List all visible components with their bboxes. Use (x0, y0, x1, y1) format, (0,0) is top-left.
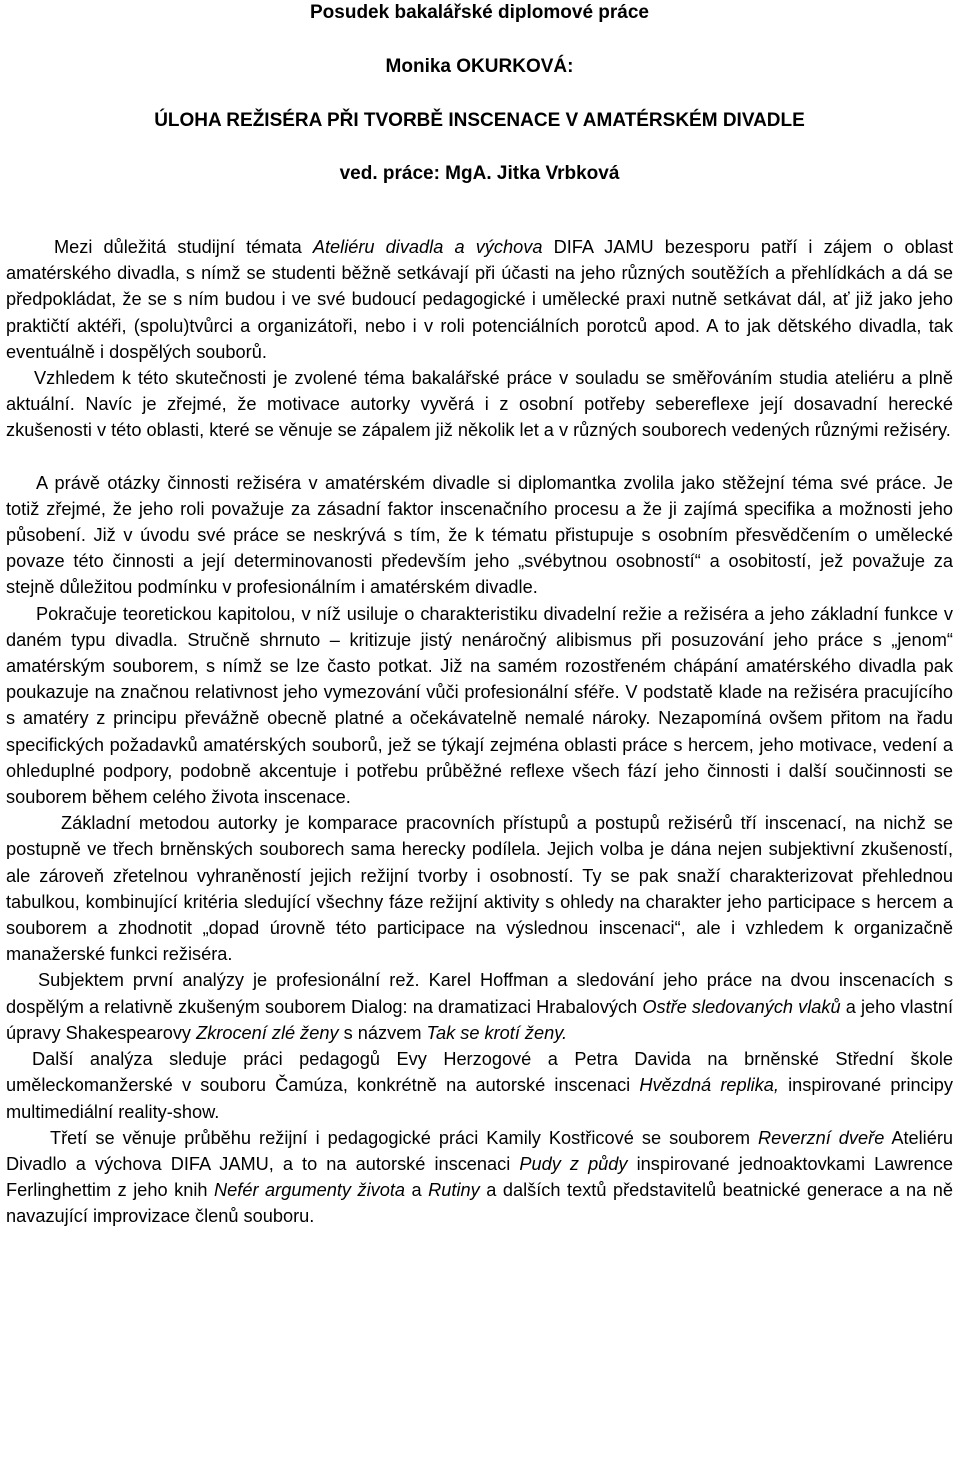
italic-run: Rutiny (428, 1180, 480, 1201)
thesis-author: Monika OKURKOVÁ: (385, 56, 574, 77)
paragraph-topic: A právě otázky činnosti režiséra v amatérském divadle si diplomantka zvolila jako stěžejní téma své práce. Je totiž zřejmé, že jeho roli považuje za zásadní faktor inscenačního procesu a že ji zajímá specifika a možnosti jeho působení. Již v úvodu své práce se neskrývá s tím, že k tématu přistupuje s osobním přesvědčením o umělecké povaze této činnosti a její determinovanosti především jeho „svébytnou osobností“ a osobitostí, jež považuje za stejně důležitou podmínku v profesionálním i amatérském divadle. (6, 472, 953, 598)
italic-run: Tak se krotí ženy. (426, 1022, 568, 1043)
text-run: inspirované jednoaktovkami Lawrence Ferlinghettim z jeho knih (6, 1153, 953, 1201)
paragraph-intro (6, 234, 953, 365)
thesis-supervisor: ved. práce: MgA. Jitka Vrbková (339, 163, 620, 184)
paragraph-relevance: Vzhledem k této skutečnosti je zvolené téma bakalářské práce v souladu se směřováním studia ateliéru a plně aktuální. Navíc je zřejmé, že motivace autorky vyvěrá i z osobní potřeby sebereflexe její dosavadní herecké zkušenosti v této oblasti, které se věnuje se zápalem již několik let a v různých souborech vedených různými režiséry. (6, 368, 953, 441)
document-title: Posudek bakalářské diplomové práce (310, 2, 649, 23)
italic-run: Pudy z půdy (519, 1153, 628, 1174)
italic-run: Ostře sledovaných vlaků (642, 996, 841, 1017)
italic-run: Reverzní dveře (758, 1127, 885, 1148)
text-run: a jeho vlastní úpravy Shakespearovy (6, 996, 954, 1043)
italic-run: Hvězdná replika, (639, 1075, 779, 1096)
text-run: inspirované principy multimediální reality-show. (6, 1075, 953, 1122)
text-run: Další analýza sleduje práci pedagogů Evy Herzogové a Petra Davida na brněnské Střední škole uměleckomanžerské v souboru Čamúza, konkrétně na autorské inscenaci (6, 1049, 953, 1096)
text-run: DIFA JAMU bezesporu patří i zájem o oblast amatérského divadla, s nímž se studenti běžně setkávají při účasti na jeho různých soutěžích a přehlídkách a dá se předpokládat, že se s ním budou i ve své budoucí pedagogické i umělecké praxi nutně setkávat dál, ať již jako jeho praktičtí aktéři, (spolu)tvůrci a organizátoři, nebo i v roli potenciálních porotců apod. A to jak dětského divadla, tak eventuálně i dospělých souborů. (6, 237, 954, 362)
thesis-title: ÚLOHA REŽISÉRA PŘI TVORBĚ INSCENACE V AMATÉRSKÉM DIVADLE (154, 110, 805, 131)
paragraph-theory: Pokračuje teoretickou kapitolou, v níž usiluje o charakteristiku divadelní režie a režiséra a jeho základní funkce v daném typu divadla. Stručně shrnuto – kritizuje jistý nenáročný alibismus při posuzování jeho práce s „jenom“ amatérským souborem, s nímž se lze často potkat. Již na samém rozostřeném chápání amatérského divadla pak poukazuje na značnou relativnost jeho vymezování vůči profesionální sféře. V podstatě klade na režiséra pracujícího s amatéry z principu převážně obecně platné a očekávatelně nemalé nároky. Nezapomíná ovšem přitom na řadu specifických požadavků amatérských souborů, jež se týkají zejména oblasti práce s hercem, jeho motivace, vedení a ohleduplné podpory, podobně akcentuje i potřebu průběžné reflexe všech fází jeho činnosti i další součinnosti se souborem během celého života inscenace. (6, 603, 953, 808)
italic-run: Ateliéru divadla a výchova (312, 237, 543, 257)
text-run: Subjektem první analýzy je profesionální rež. Karel Hoffman a sledování jeho práce na dvou inscenacích s dospělým a relativně zkušeným souborem Dialog: na dramatizaci Hrabalových (6, 970, 953, 1017)
italic-run: Zkrocení zlé ženy (196, 1022, 339, 1043)
paragraph-analysis-2 (6, 1046, 953, 1125)
text-run: a dalších textů představitelů beatnické generace a na ně navazující improvizace členů souboru. (6, 1180, 953, 1227)
paragraph-analysis-1 (6, 967, 953, 1046)
italic-run: Nefér argumenty života (214, 1180, 406, 1201)
text-run: a (405, 1180, 429, 1201)
text-run: Ateliéru Divadlo a výchova DIFA JAMU, a to na autorské inscenaci (6, 1127, 954, 1174)
text-run: Třetí se věnuje průběhu režijní i pedagogické práci Kamily Kostřicové se souborem (50, 1127, 758, 1148)
paragraph-analysis-3 (6, 1125, 953, 1230)
paragraph-method: Základní metodou autorky je komparace pracovních přístupů a postupů režisérů tří inscenací, na nichž se postupně ve třech brněnských souborech sama herecky podílela. Jejich volba je dána nejen subjektivní zkušeností, ale zároveň zřetelnou vyhraněností jejich režijní tvorby i osobností. Ty se pak snaží charakterizovat přehlednou tabulkou, kombinující kritéria sledující všechny fáze režijní aktivity s ohledy na charakter jeho participace s hercem a souborem a zhodnotit „dopad úrovně této participace na výslednou inscenaci“, ale i vzhledem k organizačně manažerské funkci režiséra. (6, 813, 953, 965)
text-run: s názvem (338, 1022, 427, 1043)
text-run: Mezi důležitá studijní témata (54, 237, 313, 257)
